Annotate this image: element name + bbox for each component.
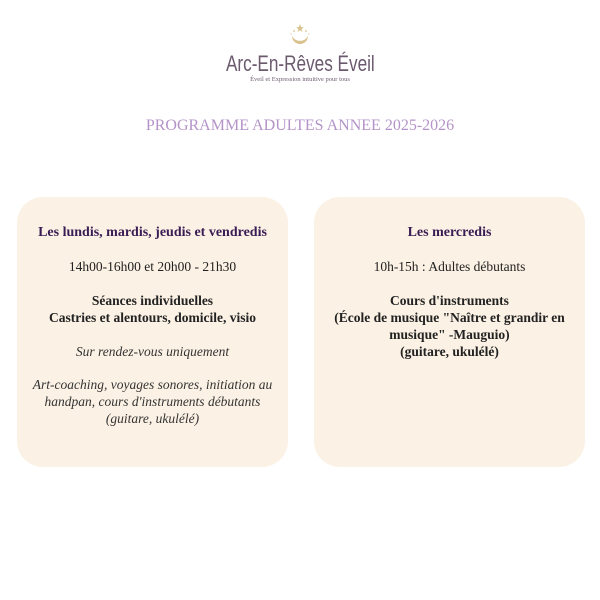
card-note: Sur rendez-vous uniquement <box>75 344 230 359</box>
card-service-detail: musique" -Mauguio) <box>389 327 510 342</box>
card-hours: 14h00-16h00 et 20h00 - 21h30 <box>68 259 237 274</box>
card-activities-line: Art-coaching, voyages sonores, initiation au <box>32 377 273 392</box>
card-title: Les mercredis <box>407 225 492 240</box>
card-hours: 10h-15h : Adultes débutants <box>373 259 526 274</box>
card-title: Les lundis, mardis, jeudis et vendredis <box>38 225 267 240</box>
logo <box>0 22 600 84</box>
schedule-card-weekdays <box>17 197 288 467</box>
schedule-card-wednesday <box>314 197 585 467</box>
moon-stars-icon <box>280 22 320 48</box>
logo-title: Arc-En-Rêves Éveil <box>225 51 375 76</box>
card-activities-line: (guitare, ukulélé) <box>105 411 200 426</box>
card-service-detail: (École de musique "Naître et grandir en <box>334 310 565 325</box>
card-service-title: Cours d'instruments <box>390 293 509 308</box>
card-activities-line: handpan, cours d'instruments débutants <box>44 394 261 409</box>
card-service-location: Castries et alentours, domicile, visio <box>49 310 256 325</box>
card-service-detail: (guitare, ukulélé) <box>400 344 499 359</box>
card-service-title: Séances individuelles <box>91 293 214 308</box>
page-title: PROGRAMME ADULTES ANNEE 2025-2026 <box>145 117 455 134</box>
logo-subtitle: Éveil et Expression intuitive pour tous <box>250 76 350 83</box>
